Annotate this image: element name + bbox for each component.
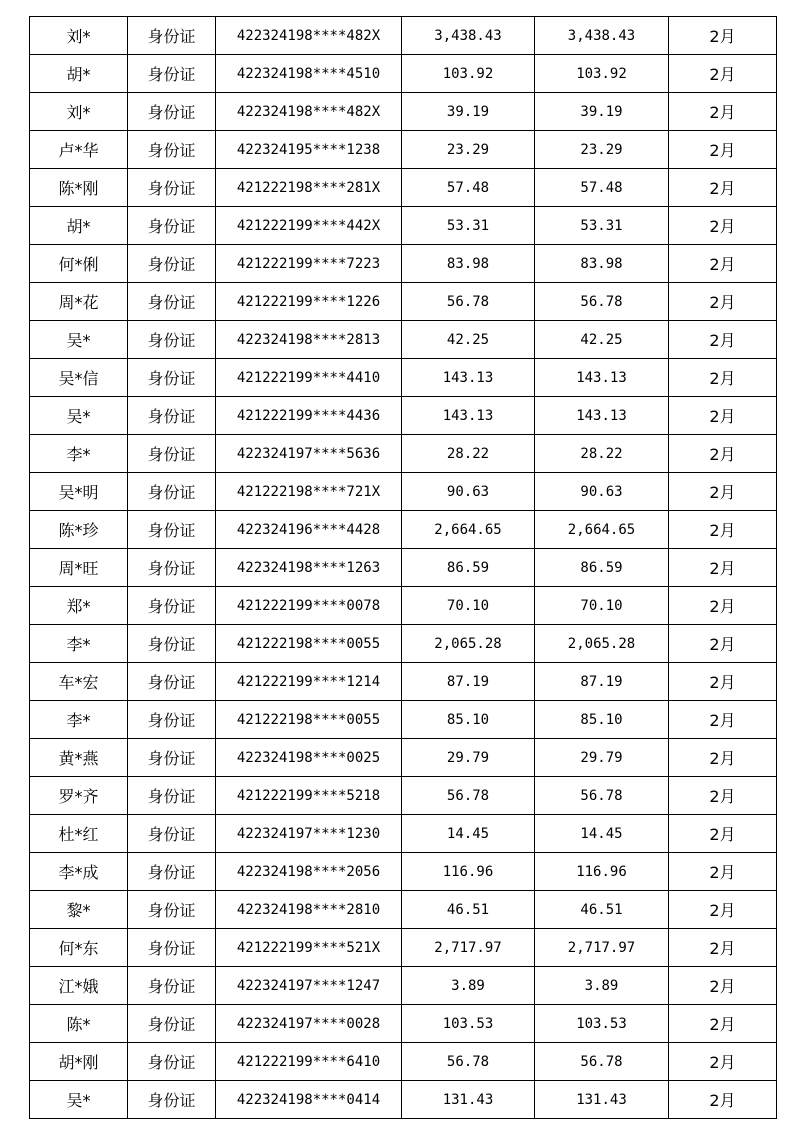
month-cell: 2月 xyxy=(669,739,777,777)
amount-2-cell: 29.79 xyxy=(535,739,669,777)
amount-cell: 23.29 xyxy=(402,131,535,169)
id-type-cell: 身份证 xyxy=(128,55,216,93)
amount-2-cell: 83.98 xyxy=(535,245,669,283)
id-type-cell: 身份证 xyxy=(128,1043,216,1081)
id-type-cell: 身份证 xyxy=(128,207,216,245)
amount-cell: 86.59 xyxy=(402,549,535,587)
table-row xyxy=(30,739,777,777)
table-row xyxy=(30,397,777,435)
table-row xyxy=(30,891,777,929)
amount-cell: 2,664.65 xyxy=(402,511,535,549)
id-number-cell: 421222199****6410 xyxy=(216,1043,402,1081)
id-type-cell: 身份证 xyxy=(128,549,216,587)
table-row xyxy=(30,701,777,739)
amount-cell: 56.78 xyxy=(402,283,535,321)
id-number-cell: 421222199****1226 xyxy=(216,283,402,321)
amount-cell: 56.78 xyxy=(402,777,535,815)
id-number-cell: 421222199****7223 xyxy=(216,245,402,283)
name-cell: 黄*燕 xyxy=(30,739,128,777)
amount-2-cell: 28.22 xyxy=(535,435,669,473)
id-number-cell: 421222198****0055 xyxy=(216,625,402,663)
amount-2-cell: 103.92 xyxy=(535,55,669,93)
name-cell: 刘* xyxy=(30,93,128,131)
amount-2-cell: 56.78 xyxy=(535,283,669,321)
month-cell: 2月 xyxy=(669,359,777,397)
month-cell: 2月 xyxy=(669,283,777,321)
month-cell: 2月 xyxy=(669,815,777,853)
id-type-cell: 身份证 xyxy=(128,17,216,55)
amount-2-cell: 70.10 xyxy=(535,587,669,625)
month-cell: 2月 xyxy=(669,131,777,169)
id-type-cell: 身份证 xyxy=(128,891,216,929)
amount-2-cell: 39.19 xyxy=(535,93,669,131)
name-cell: 吴*明 xyxy=(30,473,128,511)
table-row xyxy=(30,359,777,397)
amount-cell: 39.19 xyxy=(402,93,535,131)
table-row xyxy=(30,473,777,511)
table-row xyxy=(30,17,777,55)
id-type-cell: 身份证 xyxy=(128,967,216,1005)
table-row xyxy=(30,549,777,587)
id-type-cell: 身份证 xyxy=(128,131,216,169)
name-cell: 胡* xyxy=(30,207,128,245)
subsidy-table xyxy=(29,16,777,1119)
name-cell: 吴* xyxy=(30,321,128,359)
amount-cell: 116.96 xyxy=(402,853,535,891)
name-cell: 陈* xyxy=(30,1005,128,1043)
id-number-cell: 421222199****4436 xyxy=(216,397,402,435)
id-type-cell: 身份证 xyxy=(128,625,216,663)
month-cell: 2月 xyxy=(669,549,777,587)
month-cell: 2月 xyxy=(669,435,777,473)
name-cell: 胡*刚 xyxy=(30,1043,128,1081)
table-row xyxy=(30,1081,777,1119)
name-cell: 吴* xyxy=(30,1081,128,1119)
name-cell: 刘* xyxy=(30,17,128,55)
id-type-cell: 身份证 xyxy=(128,321,216,359)
month-cell: 2月 xyxy=(669,511,777,549)
amount-2-cell: 87.19 xyxy=(535,663,669,701)
id-number-cell: 421222199****442X xyxy=(216,207,402,245)
amount-cell: 2,065.28 xyxy=(402,625,535,663)
id-number-cell: 422324198****482X xyxy=(216,17,402,55)
id-number-cell: 422324197****0028 xyxy=(216,1005,402,1043)
amount-2-cell: 2,717.97 xyxy=(535,929,669,967)
amount-cell: 103.53 xyxy=(402,1005,535,1043)
id-number-cell: 421222199****5218 xyxy=(216,777,402,815)
table-row xyxy=(30,1043,777,1081)
month-cell: 2月 xyxy=(669,967,777,1005)
id-type-cell: 身份证 xyxy=(128,1005,216,1043)
id-type-cell: 身份证 xyxy=(128,397,216,435)
table-row xyxy=(30,929,777,967)
amount-cell: 143.13 xyxy=(402,359,535,397)
amount-2-cell: 116.96 xyxy=(535,853,669,891)
month-cell: 2月 xyxy=(669,701,777,739)
table-row xyxy=(30,245,777,283)
id-number-cell: 422324198****482X xyxy=(216,93,402,131)
name-cell: 江*娥 xyxy=(30,967,128,1005)
name-cell: 李*成 xyxy=(30,853,128,891)
id-number-cell: 421222199****521X xyxy=(216,929,402,967)
amount-cell: 56.78 xyxy=(402,1043,535,1081)
month-cell: 2月 xyxy=(669,777,777,815)
table-row xyxy=(30,321,777,359)
month-cell: 2月 xyxy=(669,1043,777,1081)
name-cell: 罗*齐 xyxy=(30,777,128,815)
id-type-cell: 身份证 xyxy=(128,929,216,967)
id-number-cell: 422324198****0025 xyxy=(216,739,402,777)
amount-cell: 53.31 xyxy=(402,207,535,245)
name-cell: 车*宏 xyxy=(30,663,128,701)
amount-cell: 29.79 xyxy=(402,739,535,777)
amount-cell: 3.89 xyxy=(402,967,535,1005)
table-row xyxy=(30,815,777,853)
amount-2-cell: 53.31 xyxy=(535,207,669,245)
amount-2-cell: 2,065.28 xyxy=(535,625,669,663)
amount-cell: 3,438.43 xyxy=(402,17,535,55)
amount-2-cell: 3.89 xyxy=(535,967,669,1005)
id-type-cell: 身份证 xyxy=(128,739,216,777)
amount-cell: 103.92 xyxy=(402,55,535,93)
amount-2-cell: 56.78 xyxy=(535,1043,669,1081)
amount-cell: 131.43 xyxy=(402,1081,535,1119)
amount-cell: 28.22 xyxy=(402,435,535,473)
table-row xyxy=(30,1005,777,1043)
amount-cell: 85.10 xyxy=(402,701,535,739)
month-cell: 2月 xyxy=(669,1005,777,1043)
month-cell: 2月 xyxy=(669,17,777,55)
amount-2-cell: 23.29 xyxy=(535,131,669,169)
month-cell: 2月 xyxy=(669,169,777,207)
name-cell: 李* xyxy=(30,625,128,663)
id-number-cell: 421222198****721X xyxy=(216,473,402,511)
id-number-cell: 421222199****4410 xyxy=(216,359,402,397)
month-cell: 2月 xyxy=(669,473,777,511)
table-body xyxy=(30,17,777,1119)
table-row xyxy=(30,169,777,207)
name-cell: 郑* xyxy=(30,587,128,625)
name-cell: 吴* xyxy=(30,397,128,435)
month-cell: 2月 xyxy=(669,93,777,131)
table-row xyxy=(30,625,777,663)
table-row xyxy=(30,207,777,245)
amount-2-cell: 46.51 xyxy=(535,891,669,929)
id-number-cell: 422324197****5636 xyxy=(216,435,402,473)
month-cell: 2月 xyxy=(669,587,777,625)
name-cell: 黎* xyxy=(30,891,128,929)
id-type-cell: 身份证 xyxy=(128,283,216,321)
amount-cell: 14.45 xyxy=(402,815,535,853)
amount-2-cell: 143.13 xyxy=(535,359,669,397)
table-row xyxy=(30,587,777,625)
amount-cell: 70.10 xyxy=(402,587,535,625)
name-cell: 吴*信 xyxy=(30,359,128,397)
id-type-cell: 身份证 xyxy=(128,815,216,853)
name-cell: 李* xyxy=(30,701,128,739)
table-row xyxy=(30,663,777,701)
id-number-cell: 422324198****2810 xyxy=(216,891,402,929)
amount-2-cell: 2,664.65 xyxy=(535,511,669,549)
month-cell: 2月 xyxy=(669,55,777,93)
amount-cell: 90.63 xyxy=(402,473,535,511)
name-cell: 何*俐 xyxy=(30,245,128,283)
amount-2-cell: 86.59 xyxy=(535,549,669,587)
month-cell: 2月 xyxy=(669,929,777,967)
amount-2-cell: 14.45 xyxy=(535,815,669,853)
table-row xyxy=(30,435,777,473)
name-cell: 周*花 xyxy=(30,283,128,321)
id-number-cell: 422324198****2813 xyxy=(216,321,402,359)
id-number-cell: 422324196****4428 xyxy=(216,511,402,549)
name-cell: 何*东 xyxy=(30,929,128,967)
month-cell: 2月 xyxy=(669,245,777,283)
table-row xyxy=(30,967,777,1005)
id-type-cell: 身份证 xyxy=(128,245,216,283)
table-row xyxy=(30,511,777,549)
table-row xyxy=(30,131,777,169)
id-number-cell: 422324198****4510 xyxy=(216,55,402,93)
amount-2-cell: 56.78 xyxy=(535,777,669,815)
id-type-cell: 身份证 xyxy=(128,1081,216,1119)
table-row xyxy=(30,283,777,321)
name-cell: 陈*珍 xyxy=(30,511,128,549)
id-type-cell: 身份证 xyxy=(128,701,216,739)
id-type-cell: 身份证 xyxy=(128,777,216,815)
month-cell: 2月 xyxy=(669,207,777,245)
id-number-cell: 422324197****1230 xyxy=(216,815,402,853)
month-cell: 2月 xyxy=(669,1081,777,1119)
amount-cell: 46.51 xyxy=(402,891,535,929)
id-number-cell: 421222199****1214 xyxy=(216,663,402,701)
amount-2-cell: 90.63 xyxy=(535,473,669,511)
id-type-cell: 身份证 xyxy=(128,359,216,397)
name-cell: 杜*红 xyxy=(30,815,128,853)
amount-2-cell: 103.53 xyxy=(535,1005,669,1043)
amount-2-cell: 143.13 xyxy=(535,397,669,435)
id-number-cell: 421222198****281X xyxy=(216,169,402,207)
id-number-cell: 421222199****0078 xyxy=(216,587,402,625)
id-number-cell: 422324198****1263 xyxy=(216,549,402,587)
amount-cell: 87.19 xyxy=(402,663,535,701)
id-number-cell: 422324198****2056 xyxy=(216,853,402,891)
month-cell: 2月 xyxy=(669,625,777,663)
table-row xyxy=(30,55,777,93)
month-cell: 2月 xyxy=(669,397,777,435)
id-type-cell: 身份证 xyxy=(128,587,216,625)
month-cell: 2月 xyxy=(669,663,777,701)
id-number-cell: 422324198****0414 xyxy=(216,1081,402,1119)
amount-cell: 143.13 xyxy=(402,397,535,435)
id-type-cell: 身份证 xyxy=(128,169,216,207)
id-type-cell: 身份证 xyxy=(128,93,216,131)
id-type-cell: 身份证 xyxy=(128,473,216,511)
amount-2-cell: 57.48 xyxy=(535,169,669,207)
table-row xyxy=(30,777,777,815)
id-number-cell: 422324197****1247 xyxy=(216,967,402,1005)
amount-cell: 57.48 xyxy=(402,169,535,207)
amount-2-cell: 3,438.43 xyxy=(535,17,669,55)
id-number-cell: 422324195****1238 xyxy=(216,131,402,169)
amount-2-cell: 42.25 xyxy=(535,321,669,359)
amount-2-cell: 131.43 xyxy=(535,1081,669,1119)
month-cell: 2月 xyxy=(669,891,777,929)
month-cell: 2月 xyxy=(669,321,777,359)
name-cell: 李* xyxy=(30,435,128,473)
table-row xyxy=(30,853,777,891)
id-type-cell: 身份证 xyxy=(128,435,216,473)
amount-cell: 2,717.97 xyxy=(402,929,535,967)
name-cell: 陈*刚 xyxy=(30,169,128,207)
name-cell: 周*旺 xyxy=(30,549,128,587)
table-row xyxy=(30,93,777,131)
amount-cell: 83.98 xyxy=(402,245,535,283)
amount-2-cell: 85.10 xyxy=(535,701,669,739)
name-cell: 卢*华 xyxy=(30,131,128,169)
month-cell: 2月 xyxy=(669,853,777,891)
id-number-cell: 421222198****0055 xyxy=(216,701,402,739)
amount-cell: 42.25 xyxy=(402,321,535,359)
id-type-cell: 身份证 xyxy=(128,853,216,891)
name-cell: 胡* xyxy=(30,55,128,93)
id-type-cell: 身份证 xyxy=(128,511,216,549)
id-type-cell: 身份证 xyxy=(128,663,216,701)
